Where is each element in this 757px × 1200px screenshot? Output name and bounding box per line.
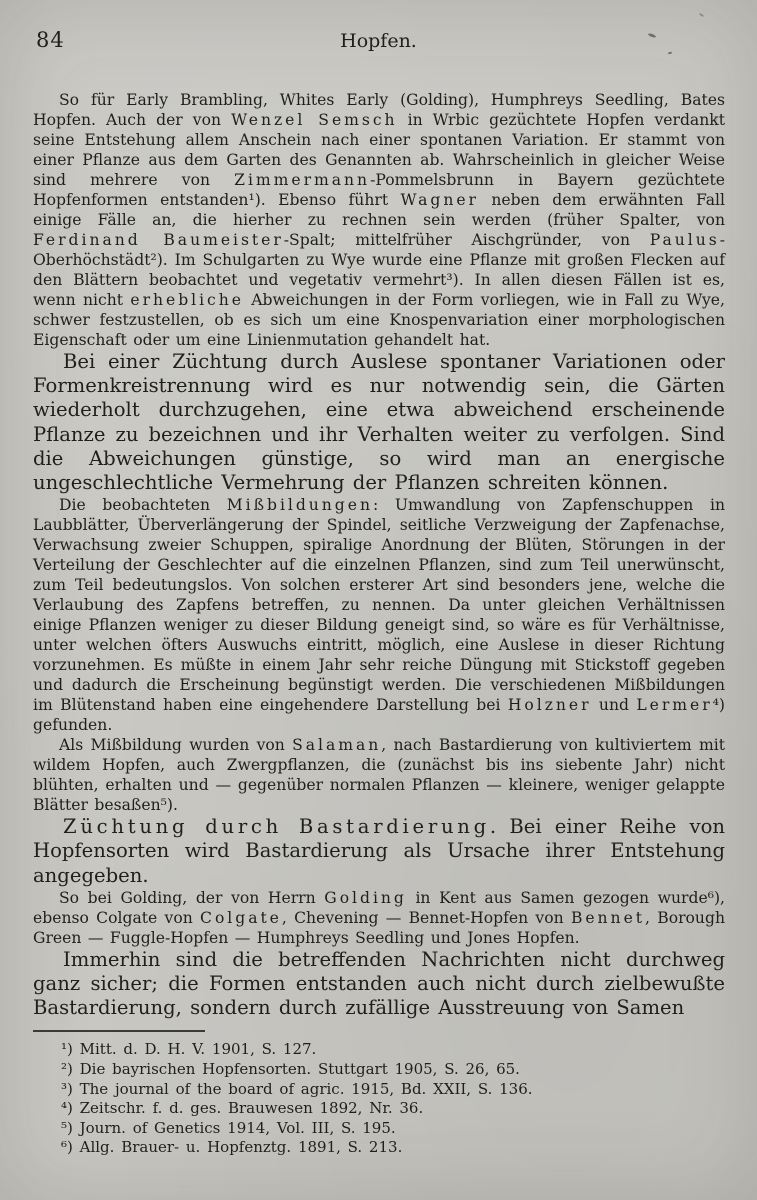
paragraph [33, 735, 725, 815]
text-segment: Immerhin sind die betreffenden Nachrichten nicht durchweg ganz sicher; die Formen entstanden auch nicht durch zielbewußte Bastardierung, sondern durch zufällige Ausstreuung von Samen [33, 947, 725, 1020]
letterspaced-text: Paulus [649, 231, 720, 249]
text-segment: So für Early Brambling, Whites Early (Golding), Humphreys Seedling, Bates Hopfen. Auch der von [33, 91, 725, 129]
footnote-item: ³) The journal of the board of agric. 1915, Bd. XXII, S. 136. [61, 1079, 533, 1098]
text-segment: -Spalt; mittelfrüher Aischgründer, von [283, 231, 650, 249]
text-segment: Die beobachteten [59, 496, 227, 515]
text-segment: neben dem erwähnten Fall einige Fälle an, die hierher zu rechnen sein werden (früher Spalter, von [33, 191, 725, 229]
text-segment: in Kent aus Samen gezogen wurde⁶), ebenso Colgate von [33, 888, 725, 927]
paragraph [33, 888, 725, 948]
letterspaced-text: Golding [324, 888, 407, 907]
letterspaced-text: erhebliche [130, 291, 244, 309]
letterspaced-text: Züchtung durch Bastardierung [63, 815, 490, 839]
text-segment: -Oberhöchstädt²). Im Schulgarten zu Wye wurde eine Pflanze mit großen Flecken auf den Blättern beobachtet und vegetativ vermehrt³). In allen diesen Fällen ist es, wenn nicht [33, 231, 725, 309]
paragraph [33, 90, 725, 350]
text-segment: und [591, 696, 637, 715]
text-segment: , nach Bastardierung von kultiviertem mit wildem Hopfen, auch Zwergpflanzen, die (zunächst bis ins siebente Jahr) nicht blühten, erhalten und — gegenüber normalen Pflanzen — kleinere, weniger gelappte Blätter besaßen⁵). [33, 736, 725, 815]
letterspaced-text: Ferdinand Baumeister [33, 231, 284, 249]
text-segment: Bei einer Züchtung durch Auslese spontaner Variationen oder Formenkreistrennung wird es nur notwendig sein, die Gärten wiederholt durchzugehen, eine etwa abweichend erscheinende Pflanze zu bezeichnen und ihr Verhalten weiter zu verfolgen. Sind die Abweichungen günstige, so wird man an energische ungeschlechtliche Vermehrung der Pflanzen schreiten können. [33, 350, 725, 495]
footnote-item: ⁵) Journ. of Genetics 1914, Vol. III, S. 195. [61, 1118, 396, 1137]
letterspaced-text: Colgate [200, 908, 282, 927]
page-header [0, 0, 757, 58]
footnote-item: ¹) Mitt. d. D. H. V. 1901, S. 127. [61, 1040, 317, 1059]
footnotes-list [0, 1040, 757, 1158]
text-segment: : Umwandlung von Zapfenschuppen in Laubblätter, Überverlängerung der Spindel, seitliche Verzweigung der Zapfenachse, Verwachsung zweier Schuppen, spiralige Anordnung der Blüten, Störungen in der Verteilung der Geschlechter auf die einzelnen Pflanzen, sind zum Teil unerwünscht, zum Teil bedeutungslos. Von solchen ersterer Art sind besonders jene, welche die Verlaubung des Zapfens betreffen, zu nennen. Da unter gleichen Verhältnissen einige Pflanzen weniger zu dieser Bildung geneigt sind, so wäre es für Verhältnisse, unter welchen öfters Auswuchs eintritt, möglich, eine Auslese in dieser Richtung vorzunehmen. Es müßte in einem Jahr sehr reiche Düngung mit Stickstoff gegeben und dadurch die Erscheinung begünstigt werden. Die verschiedenen Mißbildungen im Blütenstand haben eine eingehendere Darstellung bei [33, 496, 725, 715]
paragraph [33, 495, 725, 735]
paragraph [33, 948, 725, 1021]
text-segment: -Pommelsbrunn in Bayern gezüchtete Hopfenformen entstanden¹). Ebenso führt [33, 171, 725, 209]
text-block [0, 58, 757, 1020]
text-segment: Als Mißbildung wurden von [59, 736, 293, 755]
paper-speck [714, 118, 717, 121]
text-segment: , Chevening — Bennet-Hopfen von [281, 908, 571, 927]
letterspaced-text: Wagner [400, 191, 479, 209]
paragraph [33, 350, 725, 495]
text-segment: in Wrbic gezüchtete Hopfen verdankt seine Entstehung allem Anschein nach einer spontanen Variation. Er stammt von einer Pflanze aus dem Garten des Genannten ab. Wahrscheinlich in gleicher Weise sind mehrere von [33, 111, 725, 189]
letterspaced-text: Wenzel Semsch [231, 111, 398, 129]
footnote-item: ⁴) Zeitschr. f. d. ges. Brauwesen 1892, Nr. 36. [61, 1099, 424, 1118]
letterspaced-text: Lermer [636, 696, 713, 715]
letterspaced-text: Mißbildungen [226, 496, 373, 515]
text-segment: . Bei einer Reihe von Hopfensorten wird Bastardierung als Ursache ihrer Entstehung angegeben. [33, 815, 725, 887]
text-segment: , Borough Green — Fuggle-Hopfen — Humphreys Seedling und Jones Hopfen. [33, 908, 725, 947]
running-title: Hopfen. [340, 30, 417, 52]
letterspaced-text: Bennet [570, 908, 645, 927]
letterspaced-text: Zimmermann [234, 171, 371, 189]
footnote-separator-rule [33, 1030, 205, 1032]
letterspaced-text: Salaman [292, 736, 382, 755]
text-segment: So bei Golding, der von Herrn [59, 888, 325, 907]
footnote-item: ⁶) Allg. Brauer- u. Hopfenztg. 1891, S. 213. [61, 1138, 403, 1157]
footnote-item: ²) Die bayrischen Hopfensorten. Stuttgart 1905, S. 26, 65. [61, 1060, 520, 1079]
paragraph [33, 815, 725, 888]
letterspaced-text: Holzner [507, 696, 592, 715]
text-segment: Abweichungen in der Form vorliegen, wie in Fall zu Wye, schwer festzustellen, ob es sich um eine Knospenvariation einer morphologischen Eigenschaft oder um eine Linienmutation gehandelt hat. [33, 291, 725, 349]
page-number: 84 [36, 28, 65, 52]
text-segment: ⁴) gefunden. [33, 696, 725, 735]
